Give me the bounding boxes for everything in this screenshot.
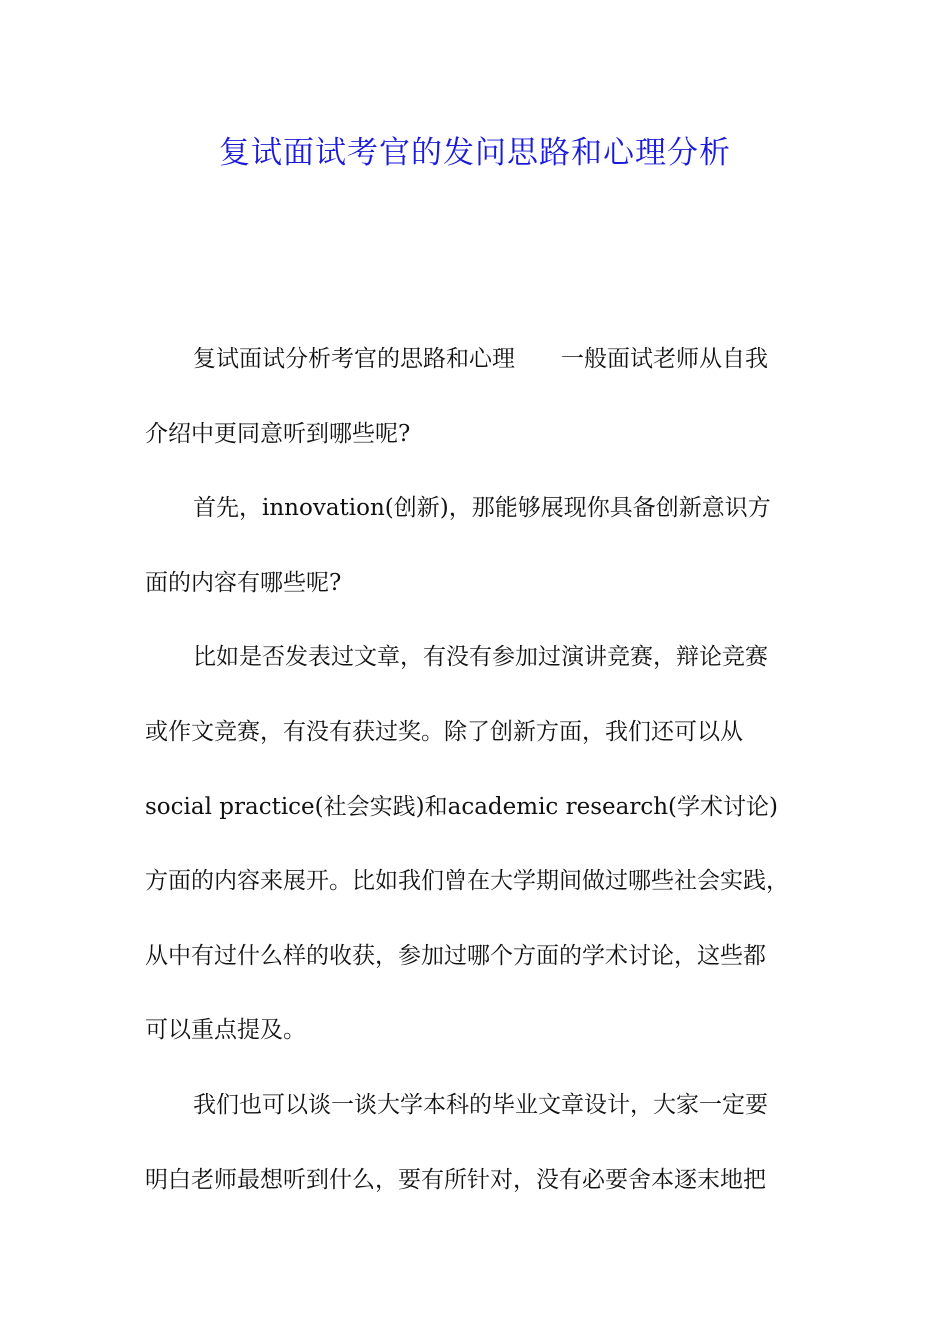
paragraph-4 [145, 1068, 815, 1217]
document-title: 复试面试考官的发问思路和心理分析 [219, 135, 731, 171]
paragraph-3 [145, 620, 815, 1068]
paragraph-2 [145, 471, 815, 620]
paragraph-line: 或作文竞赛，有没有获过奖。除了创新方面，我们还可以从 [145, 718, 743, 745]
paragraph-line: 介绍中更同意听到哪些呢? [145, 420, 411, 447]
paragraph-line: 面的内容有哪些呢? [145, 569, 342, 596]
paragraph-line: 可以重点提及。 [145, 1017, 306, 1044]
paragraph-line: 首先，innovation(创新)，那能够展现你具备创新意识方 [193, 495, 771, 522]
paragraph-line: 方面的内容来展开。比如我们曾在大学期间做过哪些社会实践， [145, 868, 789, 895]
paragraph-line: social practice(社会实践)和academic research(学术讨论) [145, 793, 778, 820]
paragraph-line: 比如是否发表过文章，有没有参加过演讲竞赛，辩论竞赛 [193, 644, 768, 671]
paragraph-line: 明白老师最想听到什么，要有所针对，没有必要舍本逐末地把 [145, 1166, 766, 1193]
paragraph-line: 从中有过什么样的收获，参加过哪个方面的学术讨论，这些都 [145, 942, 766, 969]
paragraph-line: 我们也可以谈一谈大学本科的毕业文章设计，大家一定要 [193, 1091, 768, 1118]
paragraph-line: 复试面试分析考官的思路和心理 一般面试老师从自我 [193, 346, 768, 372]
document-body [145, 322, 815, 1217]
paragraph-1 [145, 322, 815, 471]
